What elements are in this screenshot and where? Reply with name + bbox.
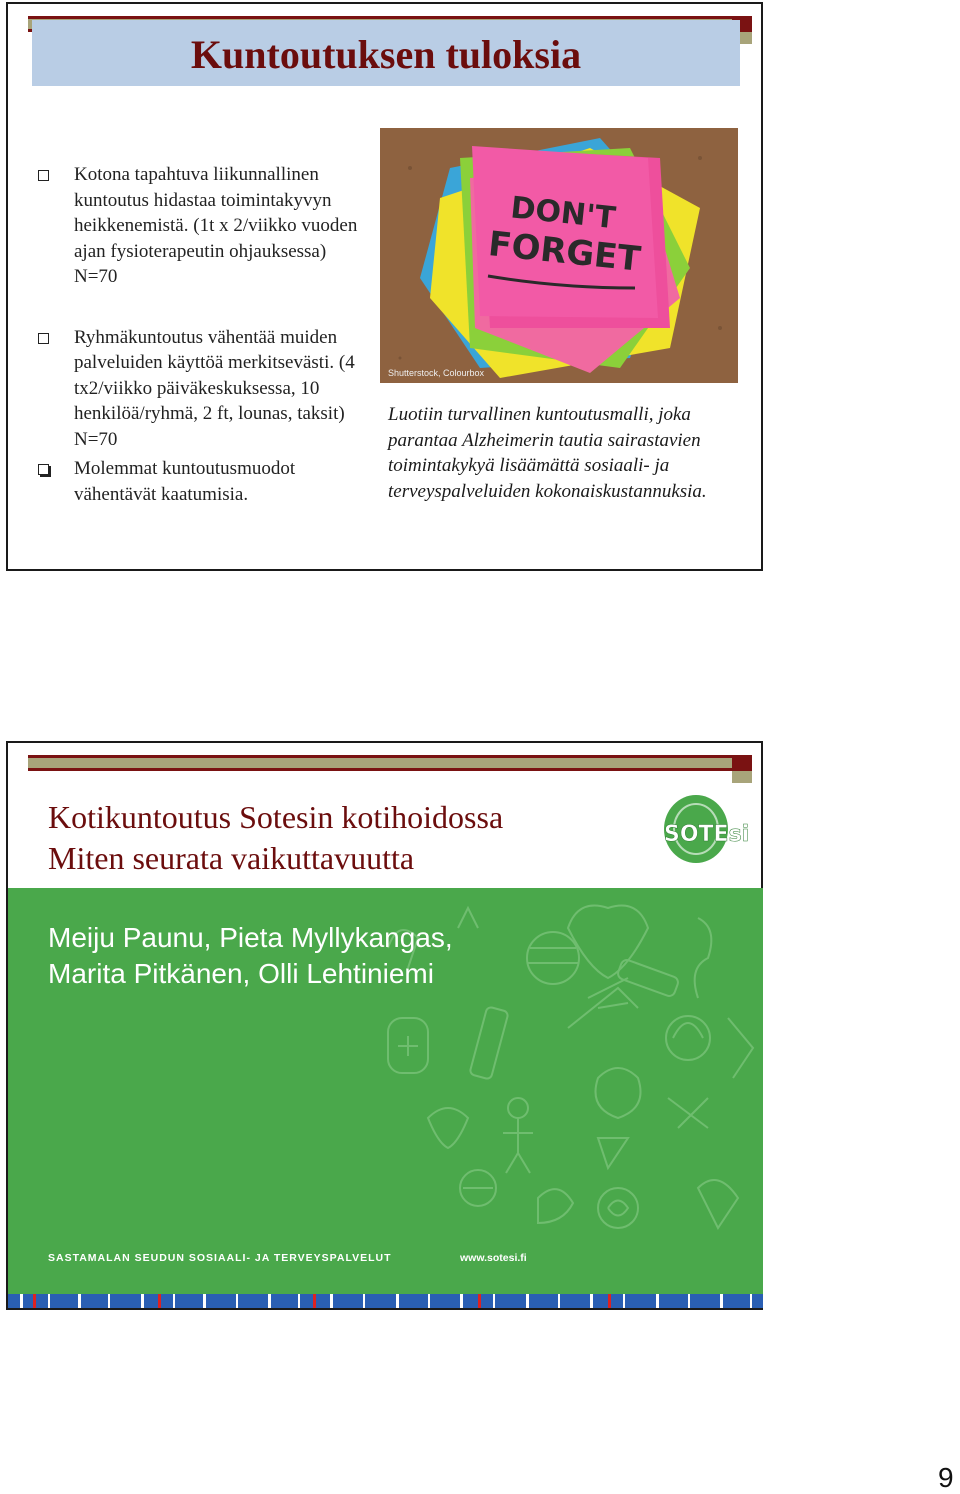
- authors-line-2: Marita Pitkänen, Olli Lehtiniemi: [48, 958, 434, 989]
- bullet-text: Ryhmäkuntoutus vähentää muiden palveluiden käyttöä merkitsevästi. (4 tx2/viikko päiväkeskuksessa, 10 henkilöä/ryhmä, 2 ft, lounas, taksit) N=70: [74, 326, 355, 450]
- slide-2: [6, 741, 763, 1310]
- photo-credit: Shutterstock, Colourbox: [388, 368, 485, 378]
- bullet-item: [36, 162, 366, 290]
- photo-text-forget: FORGET: [486, 224, 643, 280]
- slide-1: [6, 2, 763, 571]
- sotesi-logo: [660, 793, 750, 865]
- title-line-2: Miten seurata vaikuttavuutta: [48, 840, 415, 876]
- title-line-1: Kotikuntoutus Sotesin kotihoidossa: [48, 799, 504, 835]
- footer-website: www.sotesi.fi: [460, 1252, 527, 1264]
- slide-title: Kuntoutuksen tuloksia: [32, 20, 740, 86]
- authors: [48, 920, 453, 992]
- bullet-text: Kotona tapahtuva liikunnallinen kuntoutus hidastaa toimintakyvyn heikkenemistä. (1t x 2/viikko vuoden ajan fysioterapeutin ohjauksessa) N=70: [74, 164, 358, 287]
- bullet-item: [36, 456, 366, 507]
- bullet-square-icon: [38, 170, 49, 181]
- slide-title: [48, 797, 503, 879]
- bullet-list: [36, 162, 366, 507]
- bullet-square-icon: [38, 333, 49, 344]
- authors-line-1: Meiju Paunu, Pieta Myllykangas,: [48, 922, 453, 953]
- page-number: 9: [938, 1462, 954, 1493]
- bullet-square-icon: [38, 464, 49, 475]
- green-panel: [8, 888, 763, 1294]
- header-bar: [28, 755, 752, 783]
- sticky-notes-photo: [380, 128, 738, 383]
- decorative-strip: [8, 1294, 763, 1308]
- bullet-text: Molemmat kuntoutusmuodot vähentävät kaatumisia.: [74, 458, 296, 505]
- footer-organization: SASTAMALAN SEUDUN SOSIAALI- JA TERVEYSPALVELUT: [48, 1252, 392, 1264]
- bullet-item: [36, 325, 366, 453]
- logo-text: SOTEsi: [664, 822, 750, 847]
- photo-caption: Luotiin turvallinen kuntoutusmalli, joka parantaa Alzheimerin tautia sairastavien toimintakykyä lisäämättä sosiaali- ja terveyspalveluiden kokonaiskustannuksia.: [388, 404, 707, 502]
- photo-text-dont: DON'T: [508, 190, 618, 237]
